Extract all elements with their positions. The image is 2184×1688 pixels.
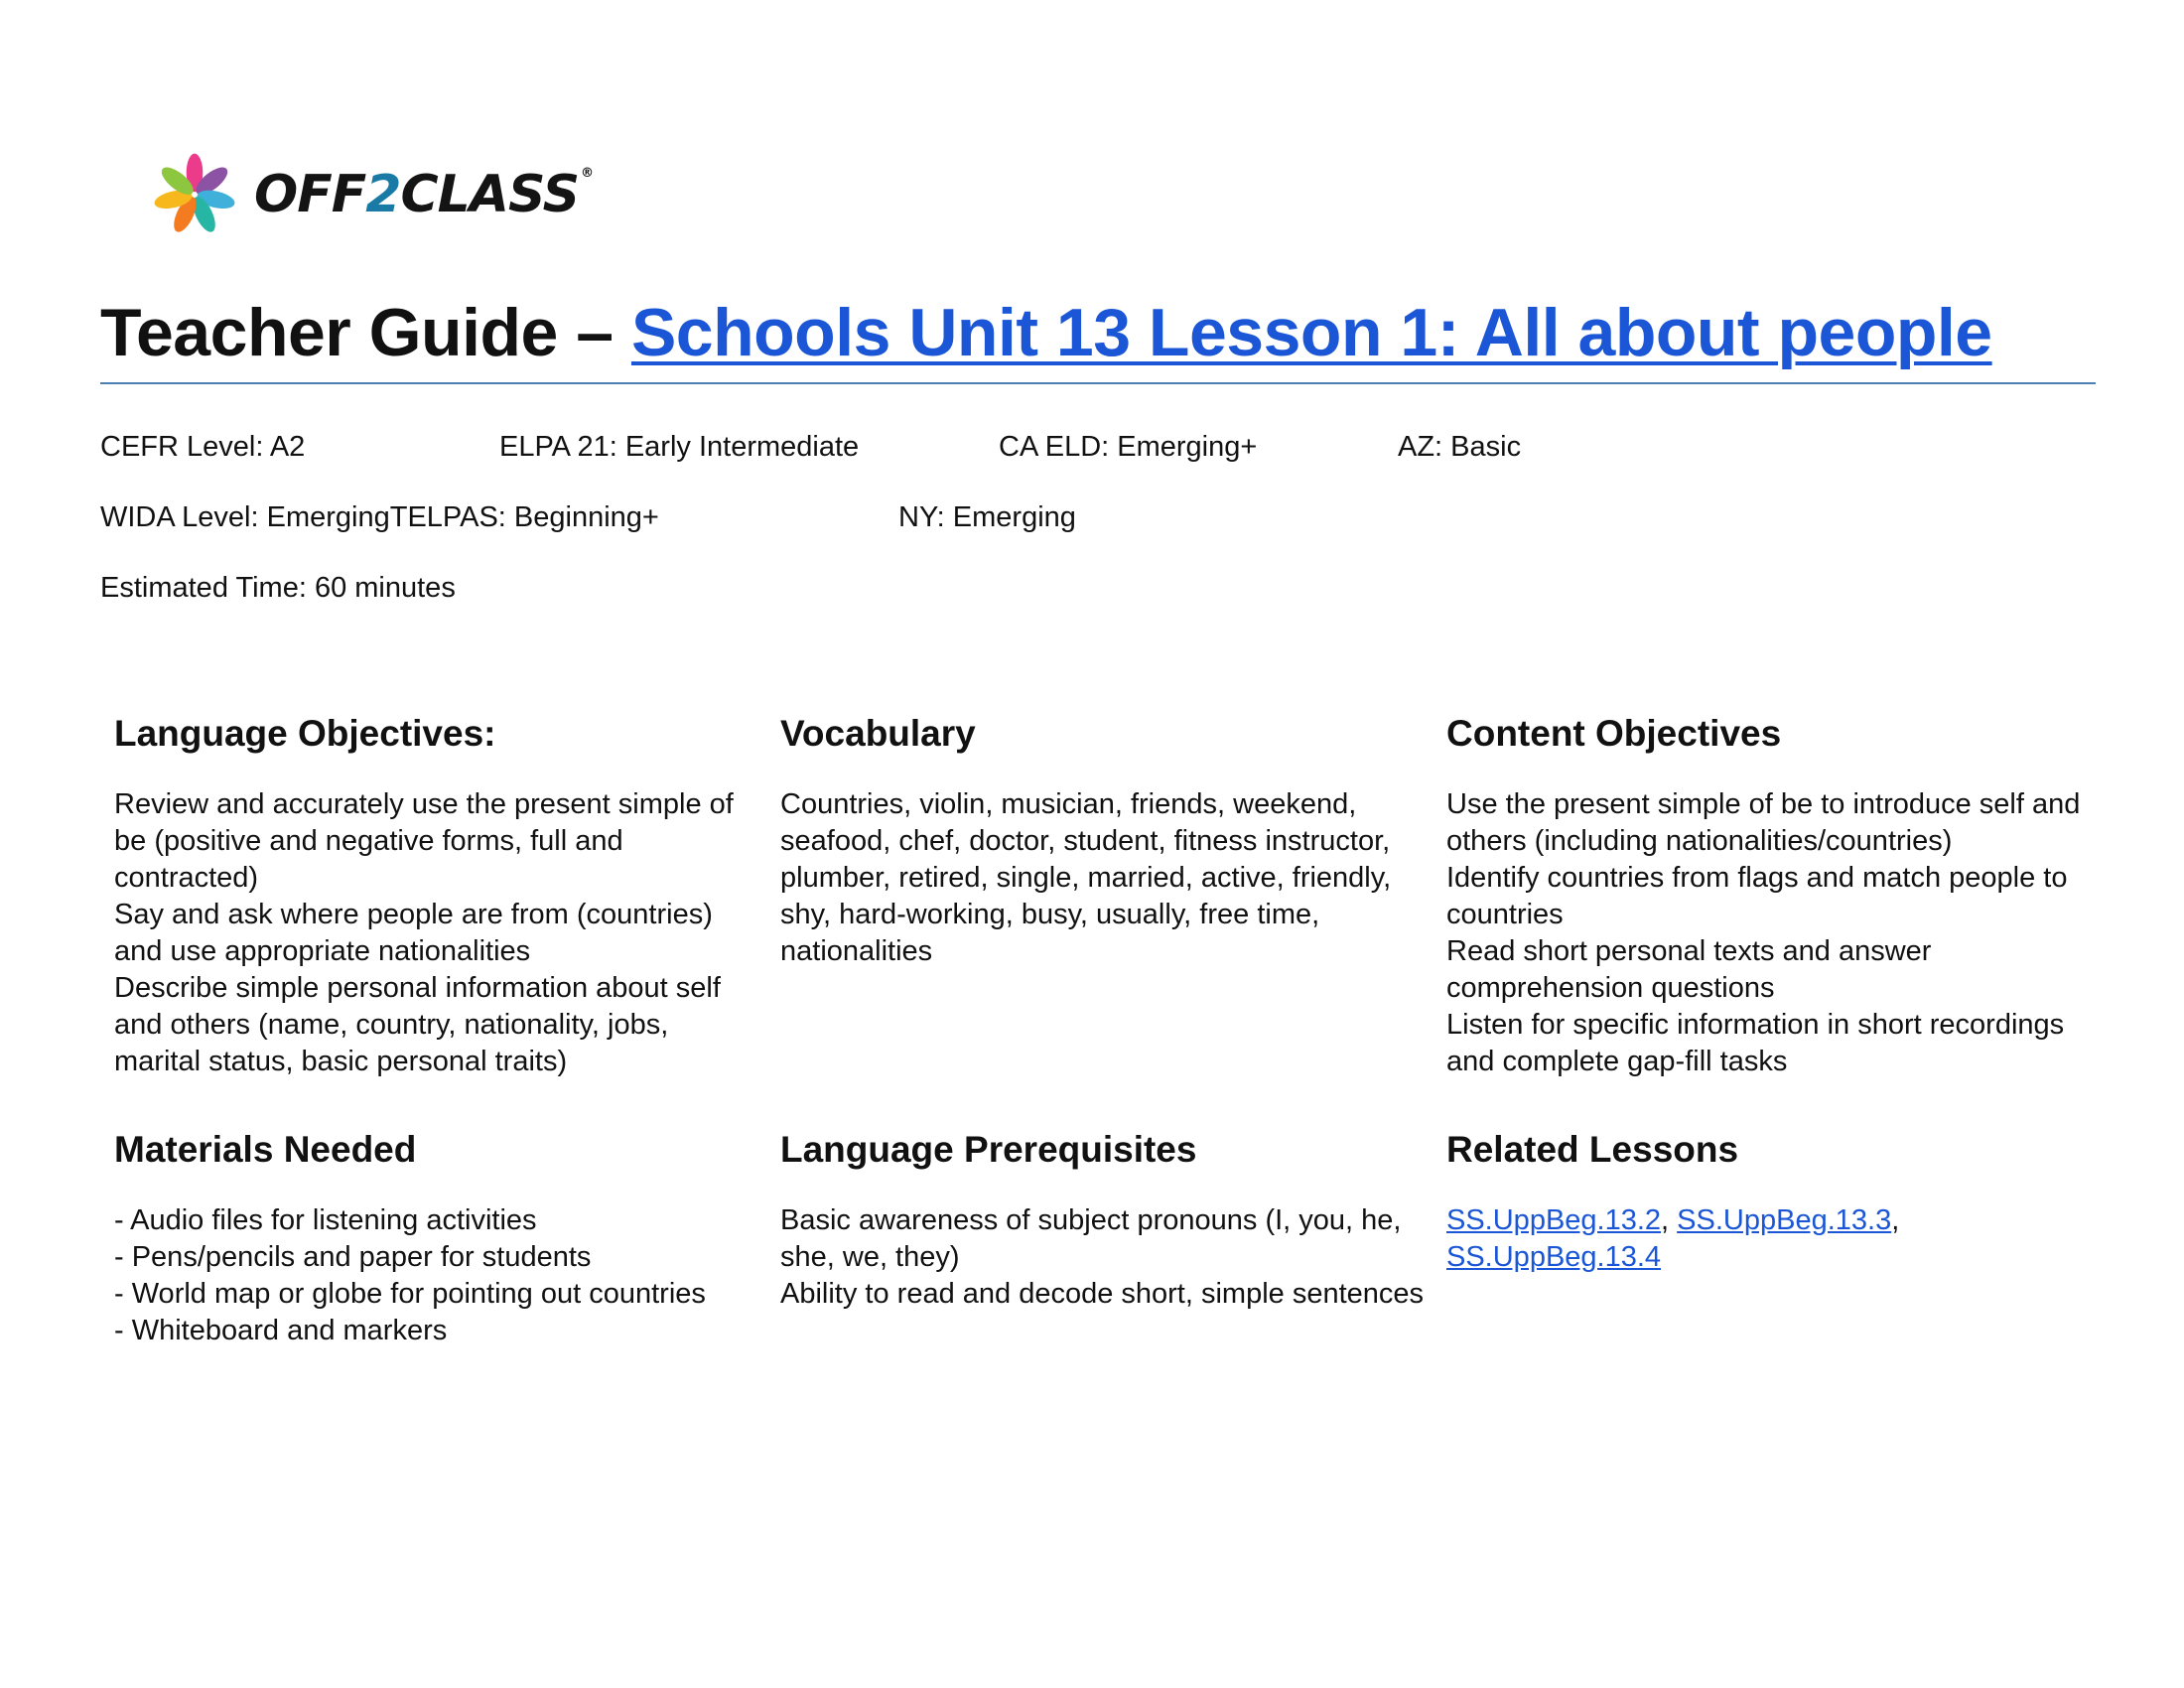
materials-list: [114, 1202, 759, 1349]
prerequisites-heading: Language Prerequisites: [780, 1129, 1197, 1170]
vocabulary-heading: Vocabulary: [780, 713, 976, 754]
list-item: - Audio files for listening activities: [114, 1204, 537, 1236]
related-lesson-link-13-4[interactable]: SS.UppBeg.13.4: [1446, 1241, 1662, 1273]
list-item: Review and accurately use the present simple of be (positive and negative forms, full and contracted): [114, 788, 734, 894]
list-item: Read short personal texts and answer comprehension questions: [1446, 935, 1932, 1004]
elpa-level: ELPA 21: Early Intermediate: [499, 431, 860, 463]
vocabulary-section: [780, 711, 1426, 970]
list-item: Use the present simple of be to introduce self and others (including nationalities/countries): [1446, 788, 2081, 857]
list-item: - World map or globe for pointing out countries: [114, 1278, 706, 1310]
wida-level: WIDA Level: Emerging: [100, 501, 390, 533]
title-prefix: Teacher Guide –: [100, 295, 631, 370]
list-item: Identify countries from flags and match people to countries: [1446, 862, 2068, 930]
content-objectives-heading: Content Objectives: [1446, 713, 1782, 754]
list-item: - Pens/pencils and paper for students: [114, 1241, 592, 1273]
list-item: Basic awareness of subject pronouns (I, you, he, she, we, they): [780, 1204, 1402, 1273]
logo-wordmark: OFF2CLASS ®: [254, 165, 594, 224]
telpas-level: TELPAS: Beginning+: [389, 501, 659, 533]
estimated-time: Estimated Time: 60 minutes: [100, 572, 456, 604]
list-item: Describe simple personal information about self and others (name, country, nationality, jobs, marital status, basic personal traits): [114, 972, 721, 1077]
language-objectives-heading: Language Objectives:: [114, 713, 496, 754]
language-objectives-list: [114, 786, 759, 1080]
wida-telpas-line: [100, 499, 659, 535]
ca-eld-level: CA ELD: Emerging+: [999, 431, 1258, 463]
link-separator: ,: [1891, 1204, 1900, 1236]
list-item: Say and ask where people are from (countries) and use appropriate nationalities: [114, 899, 713, 967]
title-divider: [100, 382, 2096, 384]
content-objectives-section: [1446, 711, 2082, 1080]
prerequisites-list: [780, 1202, 1426, 1313]
language-objectives-section: [114, 711, 759, 1080]
materials-section: [114, 1127, 759, 1349]
list-item: Ability to read and decode short, simple sentences: [780, 1278, 1425, 1310]
vocabulary-list: Countries, violin, musician, friends, weekend, seafood, chef, doctor, student, fitness instructor, plumber, retired, single, married, active, friendly, shy, hard-working, busy, usually, free time, nationalities: [780, 788, 1392, 967]
list-item: Listen for specific information in short recordings and complete gap-fill tasks: [1446, 1009, 2065, 1077]
off2class-logo: [149, 137, 593, 252]
link-separator: ,: [1661, 1204, 1670, 1236]
cefr-level: CEFR Level: A2: [100, 431, 306, 463]
flower-icon: [149, 149, 240, 240]
related-lessons-links: [1446, 1202, 2082, 1276]
related-lesson-link-13-2[interactable]: SS.UppBeg.13.2: [1446, 1204, 1662, 1236]
related-lessons-section: [1446, 1127, 2082, 1276]
related-lesson-link-13-3[interactable]: SS.UppBeg.13.3: [1677, 1204, 1892, 1236]
az-level: AZ: Basic: [1398, 431, 1522, 463]
content-objectives-list: [1446, 786, 2082, 1080]
ny-level: NY: Emerging: [898, 501, 1076, 533]
list-item: - Whiteboard and markers: [114, 1315, 448, 1346]
prerequisites-section: [780, 1127, 1426, 1313]
vocabulary-text: [780, 786, 1426, 970]
related-lessons-heading: Related Lessons: [1446, 1129, 1739, 1170]
page-title: [100, 288, 1992, 377]
lesson-title-link[interactable]: Schools Unit 13 Lesson 1: All about people: [630, 295, 1992, 370]
materials-heading: Materials Needed: [114, 1129, 417, 1170]
